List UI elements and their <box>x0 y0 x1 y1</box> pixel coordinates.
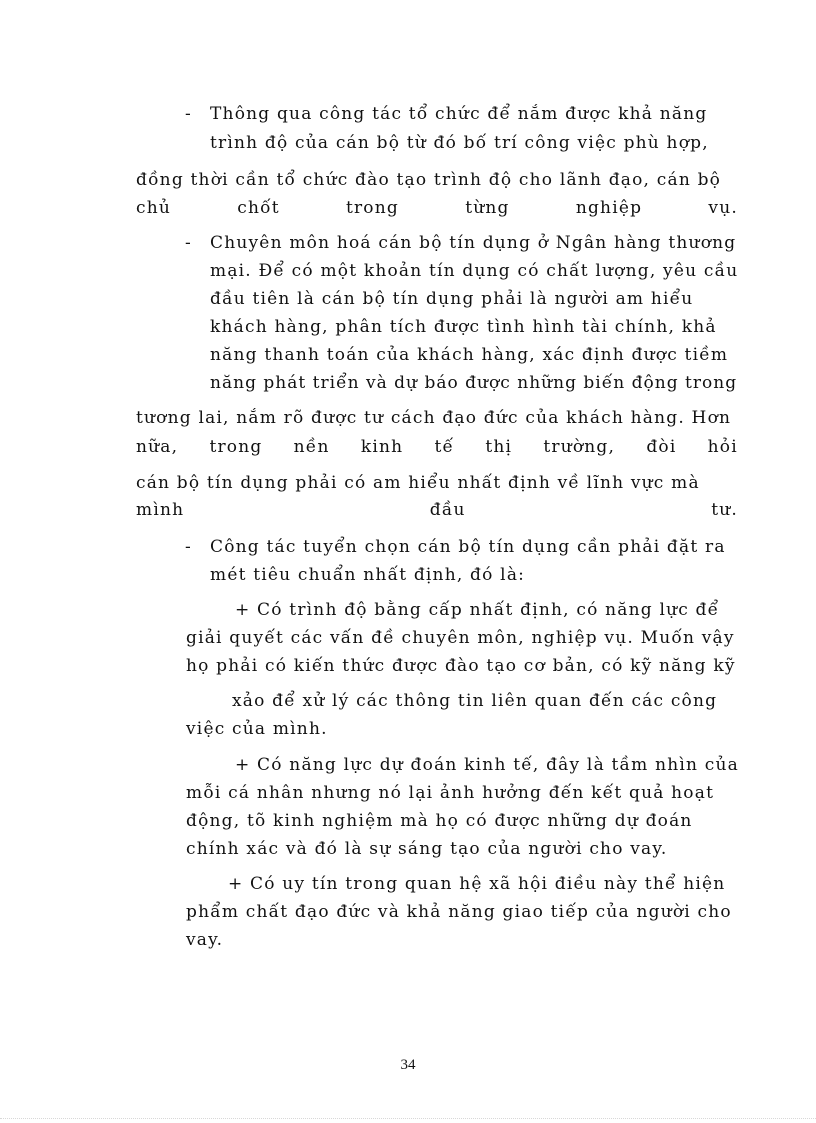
page-number: 34 <box>400 1057 416 1073</box>
word: nữa, <box>136 437 179 457</box>
word: mình <box>136 500 185 520</box>
criterion-1-line-5: việc của mình. <box>186 719 328 739</box>
word: trường, <box>543 437 616 457</box>
bullet-1-line-4 <box>136 198 738 218</box>
criterion-3-line-3: vay. <box>186 930 224 950</box>
word: nghiệp <box>575 198 643 218</box>
bullet-2-line-3: đầu tiên là cán bộ tín dụng phải là người am hiểu <box>210 289 694 309</box>
criterion-1-line-3: họ phải có kiến thức được đào tạo cơ bản, có kỹ năng kỹ <box>186 656 736 676</box>
bullet-1-line-3: đồng thời cần tổ chức đào tạo trình độ cho lãnh đạo, cán bộ <box>136 170 722 190</box>
criterion-2-line-4: chính xác và đó là sự sáng tạo của người cho vay. <box>186 839 668 859</box>
word: đòi <box>646 437 677 457</box>
word: từng <box>465 198 510 218</box>
bullet-1-line-1: Thông qua công tác tổ chức để nắm được khả năng <box>210 104 708 124</box>
bullet-2-line-7: tương lai, nắm rõ được tư cách đạo đức của khách hàng. Hơn <box>136 408 732 428</box>
word: tế <box>434 437 455 457</box>
criterion-2-line-2: mỗi cá nhân nhưng nó lại ảnh hưởng đến kết quả hoạt <box>186 783 715 803</box>
bullet-2-line-8 <box>136 437 738 457</box>
bullet-2-line-10 <box>136 500 738 520</box>
word: trong <box>209 437 263 457</box>
bullet-dash: - <box>185 104 191 124</box>
criterion-2-line-1: + Có năng lực dự đoán kinh tế, đây là tầm nhìn của <box>235 755 739 775</box>
bullet-2-line-1: Chuyên môn hoá cán bộ tín dụng ở Ngân hàng thương <box>210 233 737 253</box>
word: vụ. <box>708 198 738 218</box>
bullet-2-line-6: năng phát triển và dự báo được những biến động trong <box>210 373 738 393</box>
criterion-3-line-1: + Có uy tín trong quan hệ xã hội điều này thể hiện <box>228 874 726 894</box>
word: tư. <box>711 500 738 520</box>
word: kinh <box>360 437 404 457</box>
bullet-1-line-2: trình độ của cán bộ từ đó bố trí công việc phù hợp, <box>210 133 709 153</box>
criterion-1-line-4: xảo để xử lý các thông tin liên quan đến các công <box>232 691 718 711</box>
bullet-dash: - <box>185 537 191 557</box>
criterion-2-line-3: động, tõ kinh nghiệm mà họ có được những dự đoán <box>186 811 693 831</box>
bullet-2-line-2: mại. Để có một khoản tín dụng có chất lượng, yêu cầu <box>210 261 739 281</box>
bullet-2-line-9: cán bộ tín dụng phải có am hiểu nhất định về lĩnh vực mà <box>136 473 700 493</box>
word: chủ <box>136 198 172 218</box>
page-bottom-divider <box>0 1118 816 1119</box>
bullet-2-line-5: năng thanh toán của khách hàng, xác định được tiềm <box>210 345 729 365</box>
word: hỏi <box>707 437 738 457</box>
bullet-3-line-2: mét tiêu chuẩn nhất định, đó là: <box>210 565 526 585</box>
criterion-3-line-2: phẩm chất đạo đức và khả năng giao tiếp của người cho <box>186 902 732 922</box>
criterion-1-line-2: giải quyết các vấn đề chuyên môn, nghiệp vụ. Muốn vậy <box>186 628 735 648</box>
word: nền <box>293 437 330 457</box>
bullet-dash: - <box>185 233 191 253</box>
word: đầu <box>429 500 466 520</box>
bullet-3-line-1: Công tác tuyển chọn cán bộ tín dụng cần phải đặt ra <box>210 537 726 557</box>
word: thị <box>485 437 513 457</box>
word: trong <box>345 198 399 218</box>
word: chốt <box>237 198 280 218</box>
bullet-2-line-4: khách hàng, phân tích được tình hình tài chính, khả <box>210 317 717 337</box>
criterion-1-line-1: + Có trình độ bằng cấp nhất định, có năng lực để <box>235 600 720 620</box>
